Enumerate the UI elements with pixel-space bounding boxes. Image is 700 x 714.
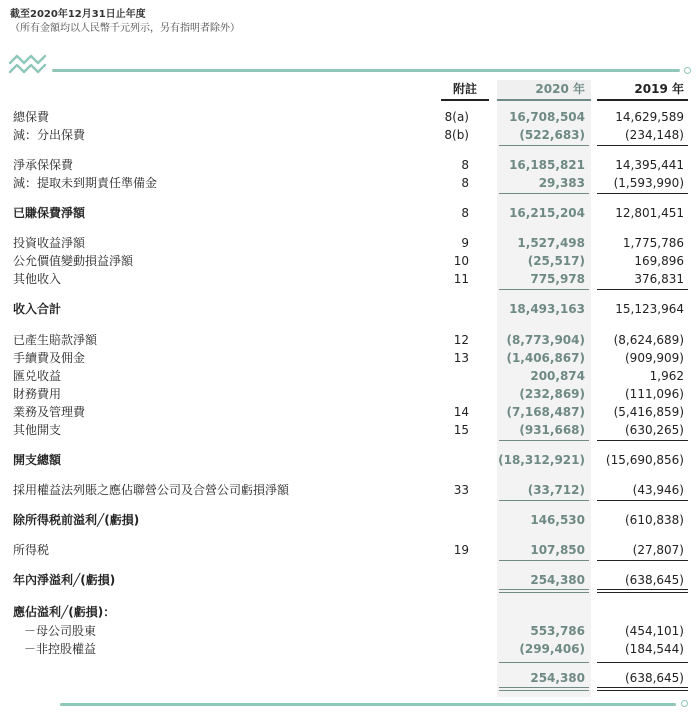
- row-value-2020: 254,380: [530, 573, 585, 587]
- table-row: [0, 109, 700, 125]
- row-value-2019: (5,416,859): [613, 405, 684, 419]
- subtotal-rule-2020: [499, 289, 589, 290]
- subtotal-rule-2020: [499, 560, 589, 561]
- row-value-2019: 1,775,786: [622, 236, 684, 250]
- row-label: 匯兑收益: [13, 369, 62, 383]
- row-value-2019: (638,645): [625, 573, 684, 587]
- bottom-divider: [60, 703, 676, 706]
- row-label: 應佔溢利╱(虧損)：: [13, 605, 116, 619]
- row-label: 手續費及佣金: [13, 351, 86, 365]
- total-double-rule-2019: [597, 687, 688, 691]
- row-label: 已產生賠款淨額: [13, 333, 98, 347]
- row-value-2020: (1,406,867): [506, 351, 585, 365]
- table-row: [0, 127, 700, 143]
- table-row: [0, 572, 700, 588]
- row-label: 業務及管理費: [13, 405, 86, 419]
- row-value-2019: 376,831: [634, 272, 684, 286]
- table-row: [0, 205, 700, 221]
- row-value-2019: (184,544): [625, 642, 684, 656]
- row-value-2020: (522,683): [519, 128, 585, 142]
- row-value-2020: 107,850: [530, 543, 585, 557]
- row-label: 減：分出保費: [13, 128, 86, 142]
- row-label: 總保費: [13, 110, 50, 124]
- row-value-2020: 16,708,504: [509, 110, 585, 124]
- row-value-2020: (299,406): [519, 642, 585, 656]
- total-double-rule-2020: [499, 687, 589, 691]
- row-note: 11: [453, 272, 469, 286]
- row-value-2019: (8,624,689): [613, 333, 684, 347]
- subtotal-rule-2019: [597, 289, 688, 290]
- row-value-2020: (232,869): [519, 387, 585, 401]
- row-label: 其他收入: [13, 272, 62, 286]
- row-label: －非控股權益: [24, 642, 97, 656]
- row-value-2019: (27,807): [632, 543, 684, 557]
- row-label: 減：提取未到期責任準備金: [13, 176, 158, 190]
- table-row: [0, 157, 700, 173]
- row-note: 13: [453, 351, 469, 365]
- table-row: [0, 253, 700, 269]
- table-row: [0, 422, 700, 438]
- column-header-2019: 2019 年: [597, 80, 688, 101]
- column-header-2020: 2020 年: [497, 80, 591, 101]
- subtotal-rule-2020: [499, 193, 589, 194]
- row-value-2019: (909,909): [625, 351, 684, 365]
- table-row: [0, 542, 700, 558]
- subtotal-rule-2020: [499, 145, 589, 146]
- subtotal-rule-2020: [499, 440, 589, 441]
- row-note: 14: [453, 405, 469, 419]
- table-row: [0, 641, 700, 657]
- bottom-divider-dot: [681, 700, 688, 707]
- table-row: [0, 452, 700, 468]
- row-value-2020: (8,773,904): [506, 333, 585, 347]
- table-row: [0, 368, 700, 384]
- row-note: 12: [453, 333, 469, 347]
- statement-period-title: 截至2020年12月31日止年度: [10, 9, 146, 20]
- row-value-2020: (18,312,921): [498, 453, 585, 467]
- row-value-2019: 169,896: [634, 254, 684, 268]
- row-note: 15: [453, 423, 469, 437]
- table-row: [0, 332, 700, 348]
- row-note: 8(a): [444, 110, 469, 124]
- table-row: [0, 271, 700, 287]
- row-note: 9: [461, 236, 469, 250]
- subtotal-rule-2019: [597, 560, 688, 561]
- row-value-2019: (1,593,990): [613, 176, 684, 190]
- subtotal-rule-2019: [597, 662, 688, 663]
- row-label: 已賺保費淨額: [13, 206, 86, 220]
- row-value-2020: (7,168,487): [506, 405, 585, 419]
- row-value-2019: 15,123,964: [615, 302, 684, 316]
- row-value-2019: 14,395,441: [615, 158, 684, 172]
- row-value-2019: (638,645): [625, 671, 684, 685]
- subtotal-rule-2020: [499, 500, 589, 501]
- row-value-2020: 254,380: [530, 671, 585, 685]
- row-label: －母公司股東: [24, 624, 97, 638]
- row-value-2019: (43,946): [632, 483, 684, 497]
- row-note: 10: [453, 254, 469, 268]
- row-value-2019: 14,629,589: [615, 110, 684, 124]
- row-label: 開支總額: [13, 453, 62, 467]
- row-note: 8: [461, 176, 469, 190]
- row-note: 19: [453, 543, 469, 557]
- row-label: 除所得税前溢利╱(虧損): [13, 513, 140, 527]
- row-value-2020: (25,517): [527, 254, 585, 268]
- row-label: 收入合計: [13, 302, 62, 316]
- row-value-2019: (610,838): [625, 513, 684, 527]
- top-divider: [52, 69, 680, 72]
- table-row: [0, 301, 700, 317]
- row-value-2020: (33,712): [527, 483, 585, 497]
- currency-note: （所有金額均以人民幣千元列示，另有指明者除外）: [10, 23, 240, 34]
- row-label: 投資收益淨額: [13, 236, 86, 250]
- table-row: [0, 604, 700, 620]
- row-value-2019: (15,690,856): [605, 453, 684, 467]
- subtotal-rule-2019: [597, 500, 688, 501]
- table-row: [0, 512, 700, 528]
- subtotal-rule-2019: [597, 145, 688, 146]
- row-label: 公允價值變動損益淨額: [13, 254, 134, 268]
- row-value-2019: (234,148): [625, 128, 684, 142]
- row-value-2020: 18,493,163: [509, 302, 585, 316]
- row-label: 所得税: [13, 543, 50, 557]
- table-row: [0, 350, 700, 366]
- row-value-2020: (931,668): [519, 423, 585, 437]
- row-value-2020: 16,185,821: [509, 158, 585, 172]
- row-value-2019: 12,801,451: [615, 206, 684, 220]
- row-value-2020: 1,527,498: [517, 236, 585, 250]
- total-double-rule-2019: [597, 589, 688, 593]
- row-value-2020: 200,874: [530, 369, 585, 383]
- row-value-2020: 16,215,204: [509, 206, 585, 220]
- row-label: 其他開支: [13, 423, 62, 437]
- row-label: 年內淨溢利╱(虧損): [13, 573, 116, 587]
- row-note: 8: [461, 158, 469, 172]
- table-row: [0, 623, 700, 639]
- row-value-2020: 146,530: [530, 513, 585, 527]
- row-note: 8(b): [444, 128, 469, 142]
- row-value-2019: (111,096): [625, 387, 684, 401]
- row-value-2019: (630,265): [625, 423, 684, 437]
- row-value-2020: 775,978: [530, 272, 585, 286]
- row-note: 8: [461, 206, 469, 220]
- subtotal-rule-2019: [597, 440, 688, 441]
- row-label: 採用權益法列賬之應佔聯營公司及合營公司虧損淨額: [13, 483, 290, 497]
- subtotal-rule-2019: [597, 193, 688, 194]
- row-note: 33: [453, 483, 469, 497]
- subtotal-rule-2020: [499, 662, 589, 663]
- table-row: [0, 404, 700, 420]
- row-value-2020: 553,786: [530, 624, 585, 638]
- table-row: [0, 235, 700, 251]
- row-value-2019: (454,101): [625, 624, 684, 638]
- row-value-2019: 1,962: [649, 369, 684, 383]
- top-divider-dot: [684, 67, 691, 74]
- chevron-logo-icon: [8, 53, 48, 75]
- table-row: [0, 386, 700, 402]
- row-label: 財務費用: [13, 387, 62, 401]
- row-value-2020: 29,383: [538, 176, 585, 190]
- table-row: [0, 670, 700, 686]
- row-label: 淨承保保費: [13, 158, 74, 172]
- table-row: [0, 175, 700, 191]
- column-header-note: 附註: [441, 80, 489, 101]
- total-double-rule-2020: [499, 589, 589, 593]
- table-row: [0, 482, 700, 498]
